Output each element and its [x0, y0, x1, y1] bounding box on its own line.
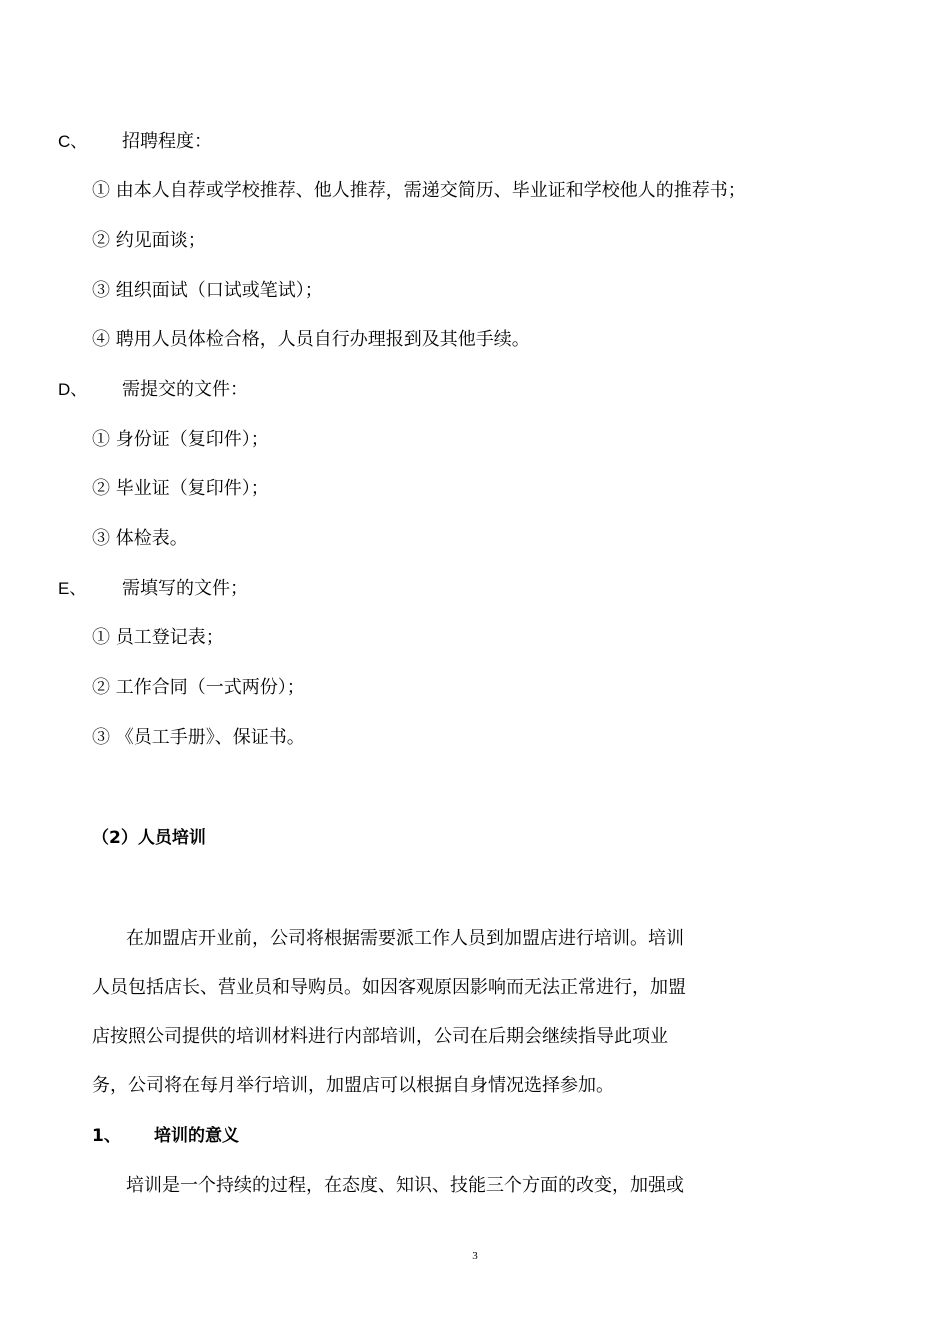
training-paragraph-line-4: 务，公司将在每月举行培训，加盟店可以根据自身情况选择参加。	[92, 1075, 614, 1096]
section-d-title: 需提交的文件：	[122, 379, 248, 400]
section-c-title: 招聘程度：	[122, 131, 212, 152]
training-sub-title: 培训的意义	[154, 1126, 239, 1146]
section-e-item-3: ③ 《员工手册》、保证书。	[92, 727, 305, 748]
training-heading: （2）人员培训	[92, 828, 206, 848]
page-number: 3	[472, 1250, 478, 1262]
section-c-item-3: ③ 组织面试（口试或笔试）；	[92, 280, 323, 301]
section-c-marker: C、	[58, 132, 88, 151]
section-e-item-1: ① 员工登记表；	[92, 627, 224, 648]
section-d-item-3: ③ 体检表。	[92, 528, 188, 549]
training-sub-paragraph-line: 培训是一个持续的过程，在态度、知识、技能三个方面的改变，加强或	[126, 1175, 684, 1196]
section-e-marker: E、	[58, 579, 87, 598]
section-c-item-4: ④ 聘用人员体检合格，人员自行办理报到及其他手续。	[92, 329, 530, 350]
section-d-marker: D、	[58, 380, 88, 399]
training-sub-marker: 1、	[92, 1126, 121, 1146]
training-paragraph-line-3: 店按照公司提供的培训材料进行内部培训，公司在后期会继续指导此项业	[92, 1026, 668, 1047]
section-d-item-1: ① 身份证（复印件）；	[92, 429, 269, 450]
section-e-item-2: ② 工作合同（一式两份）；	[92, 677, 305, 698]
section-c-item-1: ① 由本人自荐或学校推荐、他人推荐，需递交简历、毕业证和学校他人的推荐书；	[92, 180, 746, 201]
training-paragraph-line-2: 人员包括店长、营业员和导购员。如因客观原因影响而无法正常进行，加盟	[92, 977, 686, 998]
section-d-item-2: ② 毕业证（复印件）；	[92, 478, 269, 499]
section-e-title: 需填写的文件；	[122, 578, 248, 599]
section-c-item-2: ② 约见面谈；	[92, 230, 206, 251]
training-paragraph-line-1: 在加盟店开业前，公司将根据需要派工作人员到加盟店进行培训。培训	[126, 928, 684, 949]
